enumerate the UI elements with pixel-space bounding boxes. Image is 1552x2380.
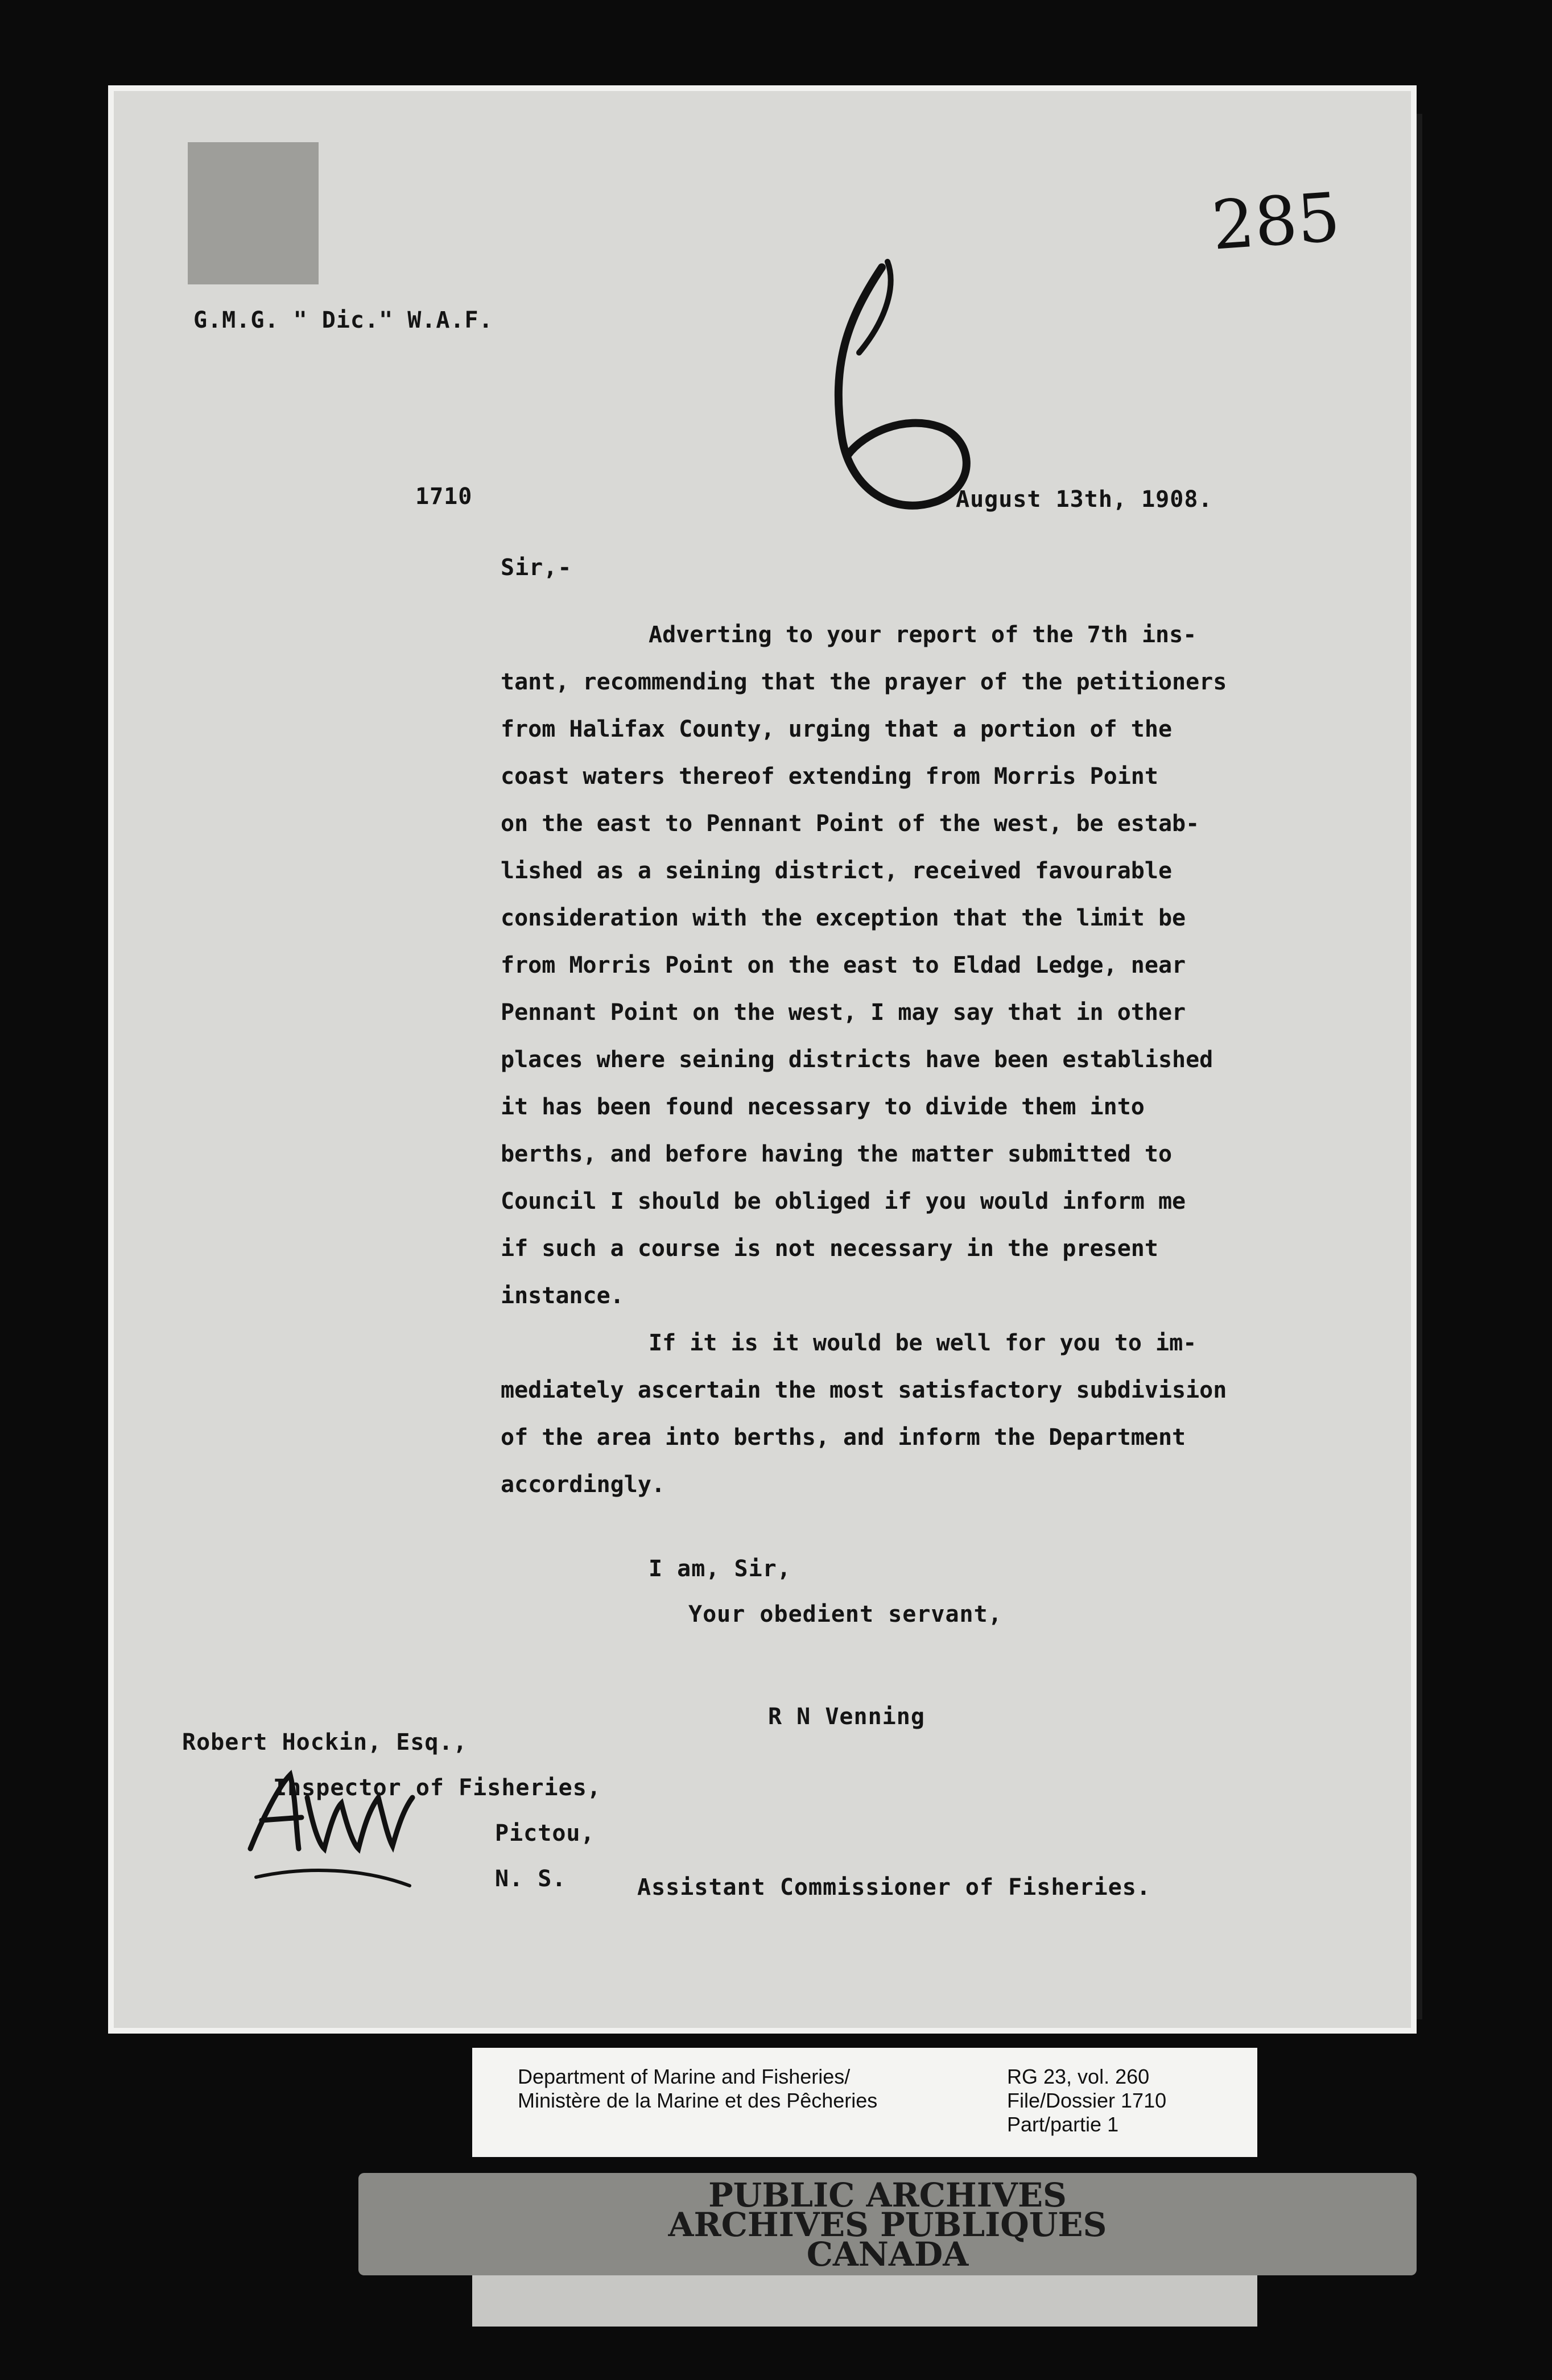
body-line: lished as a seining district, received favourable xyxy=(501,858,1173,884)
body-line: coast waters thereof extending from Morris Point xyxy=(501,763,1158,790)
department-french: Ministère de la Marine et des Pêcheries xyxy=(518,2089,878,2112)
body-line: from Morris Point on the east to Eldad Ledge, near xyxy=(501,952,1186,978)
closing-line-1: I am, Sir, xyxy=(649,1556,791,1582)
closing-line-2: Your obedient servant, xyxy=(688,1601,1002,1627)
body-line: If it is it would be well for you to im- xyxy=(649,1330,1197,1356)
handwritten-signature-initials xyxy=(239,1752,421,1900)
banner-line-3: CANADA xyxy=(806,2235,969,2274)
letter-sheet xyxy=(108,85,1417,2034)
body-line: it has been found necessary to divide them into xyxy=(501,1094,1145,1120)
body-line: mediately ascertain the most satisfactory subdivision xyxy=(501,1377,1227,1403)
body-line: of the area into berths, and inform the Department xyxy=(501,1424,1186,1451)
addressee-province: N. S. xyxy=(495,1866,567,1892)
body-line: Adverting to your report of the 7th ins- xyxy=(649,622,1197,648)
bottom-strip xyxy=(472,2275,1257,2327)
part-partie: Part/partie 1 xyxy=(1007,2113,1119,2136)
file-dossier: File/Dossier 1710 xyxy=(1007,2089,1167,2112)
body-line: on the east to Pennant Point of the west, be estab- xyxy=(501,811,1200,837)
body-line: tant, recommending that the prayer of the petitioners xyxy=(501,669,1227,695)
body-line: places where seining districts have been established xyxy=(501,1047,1213,1073)
body-line: if such a course is not necessary in the present xyxy=(501,1236,1158,1262)
body-line: Pennant Point on the west, I may say that in other xyxy=(501,999,1186,1026)
record-group: RG 23, vol. 260 xyxy=(1007,2065,1150,2088)
body-line: from Halifax County, urging that a portion of the xyxy=(501,716,1173,742)
department-english: Department of Marine and Fisheries/ xyxy=(518,2065,851,2088)
letter-date: August 13th, 1908. xyxy=(956,486,1213,513)
handwritten-page-number: 285 xyxy=(1209,177,1343,265)
signatory-name: R N Venning xyxy=(768,1704,925,1730)
banner-line-1: PUBLIC ARCHIVES xyxy=(708,2176,1067,2214)
body-paragraph-2 xyxy=(501,1320,1227,1509)
reference-initials: G.M.G. " Dic." W.A.F. xyxy=(193,307,493,333)
addressee-city: Pictou, xyxy=(495,1820,595,1846)
file-number: 1710 xyxy=(415,484,473,510)
body-line: berths, and before having the matter submitted to xyxy=(501,1141,1173,1167)
addressee-title: Inspector of Fisheries, xyxy=(273,1775,601,1801)
body-line: consideration with the exception that the limit be xyxy=(501,905,1186,931)
addressee-name: Robert Hockin, Esq., xyxy=(182,1729,468,1755)
archives-banner xyxy=(358,2173,1417,2275)
banner-line-2: ARCHIVES PUBLIQUES xyxy=(668,2205,1107,2244)
salutation: Sir,- xyxy=(501,555,572,581)
body-paragraph-1 xyxy=(501,611,1227,1320)
signatory-title: Assistant Commissioner of Fisheries. xyxy=(637,1874,1151,1900)
archive-reference-card xyxy=(472,2048,1257,2157)
body-line: instance. xyxy=(501,1283,624,1309)
stamp-tab xyxy=(188,142,319,284)
body-line: Council I should be obliged if you would inform me xyxy=(501,1188,1186,1214)
body-line: accordingly. xyxy=(501,1472,665,1498)
